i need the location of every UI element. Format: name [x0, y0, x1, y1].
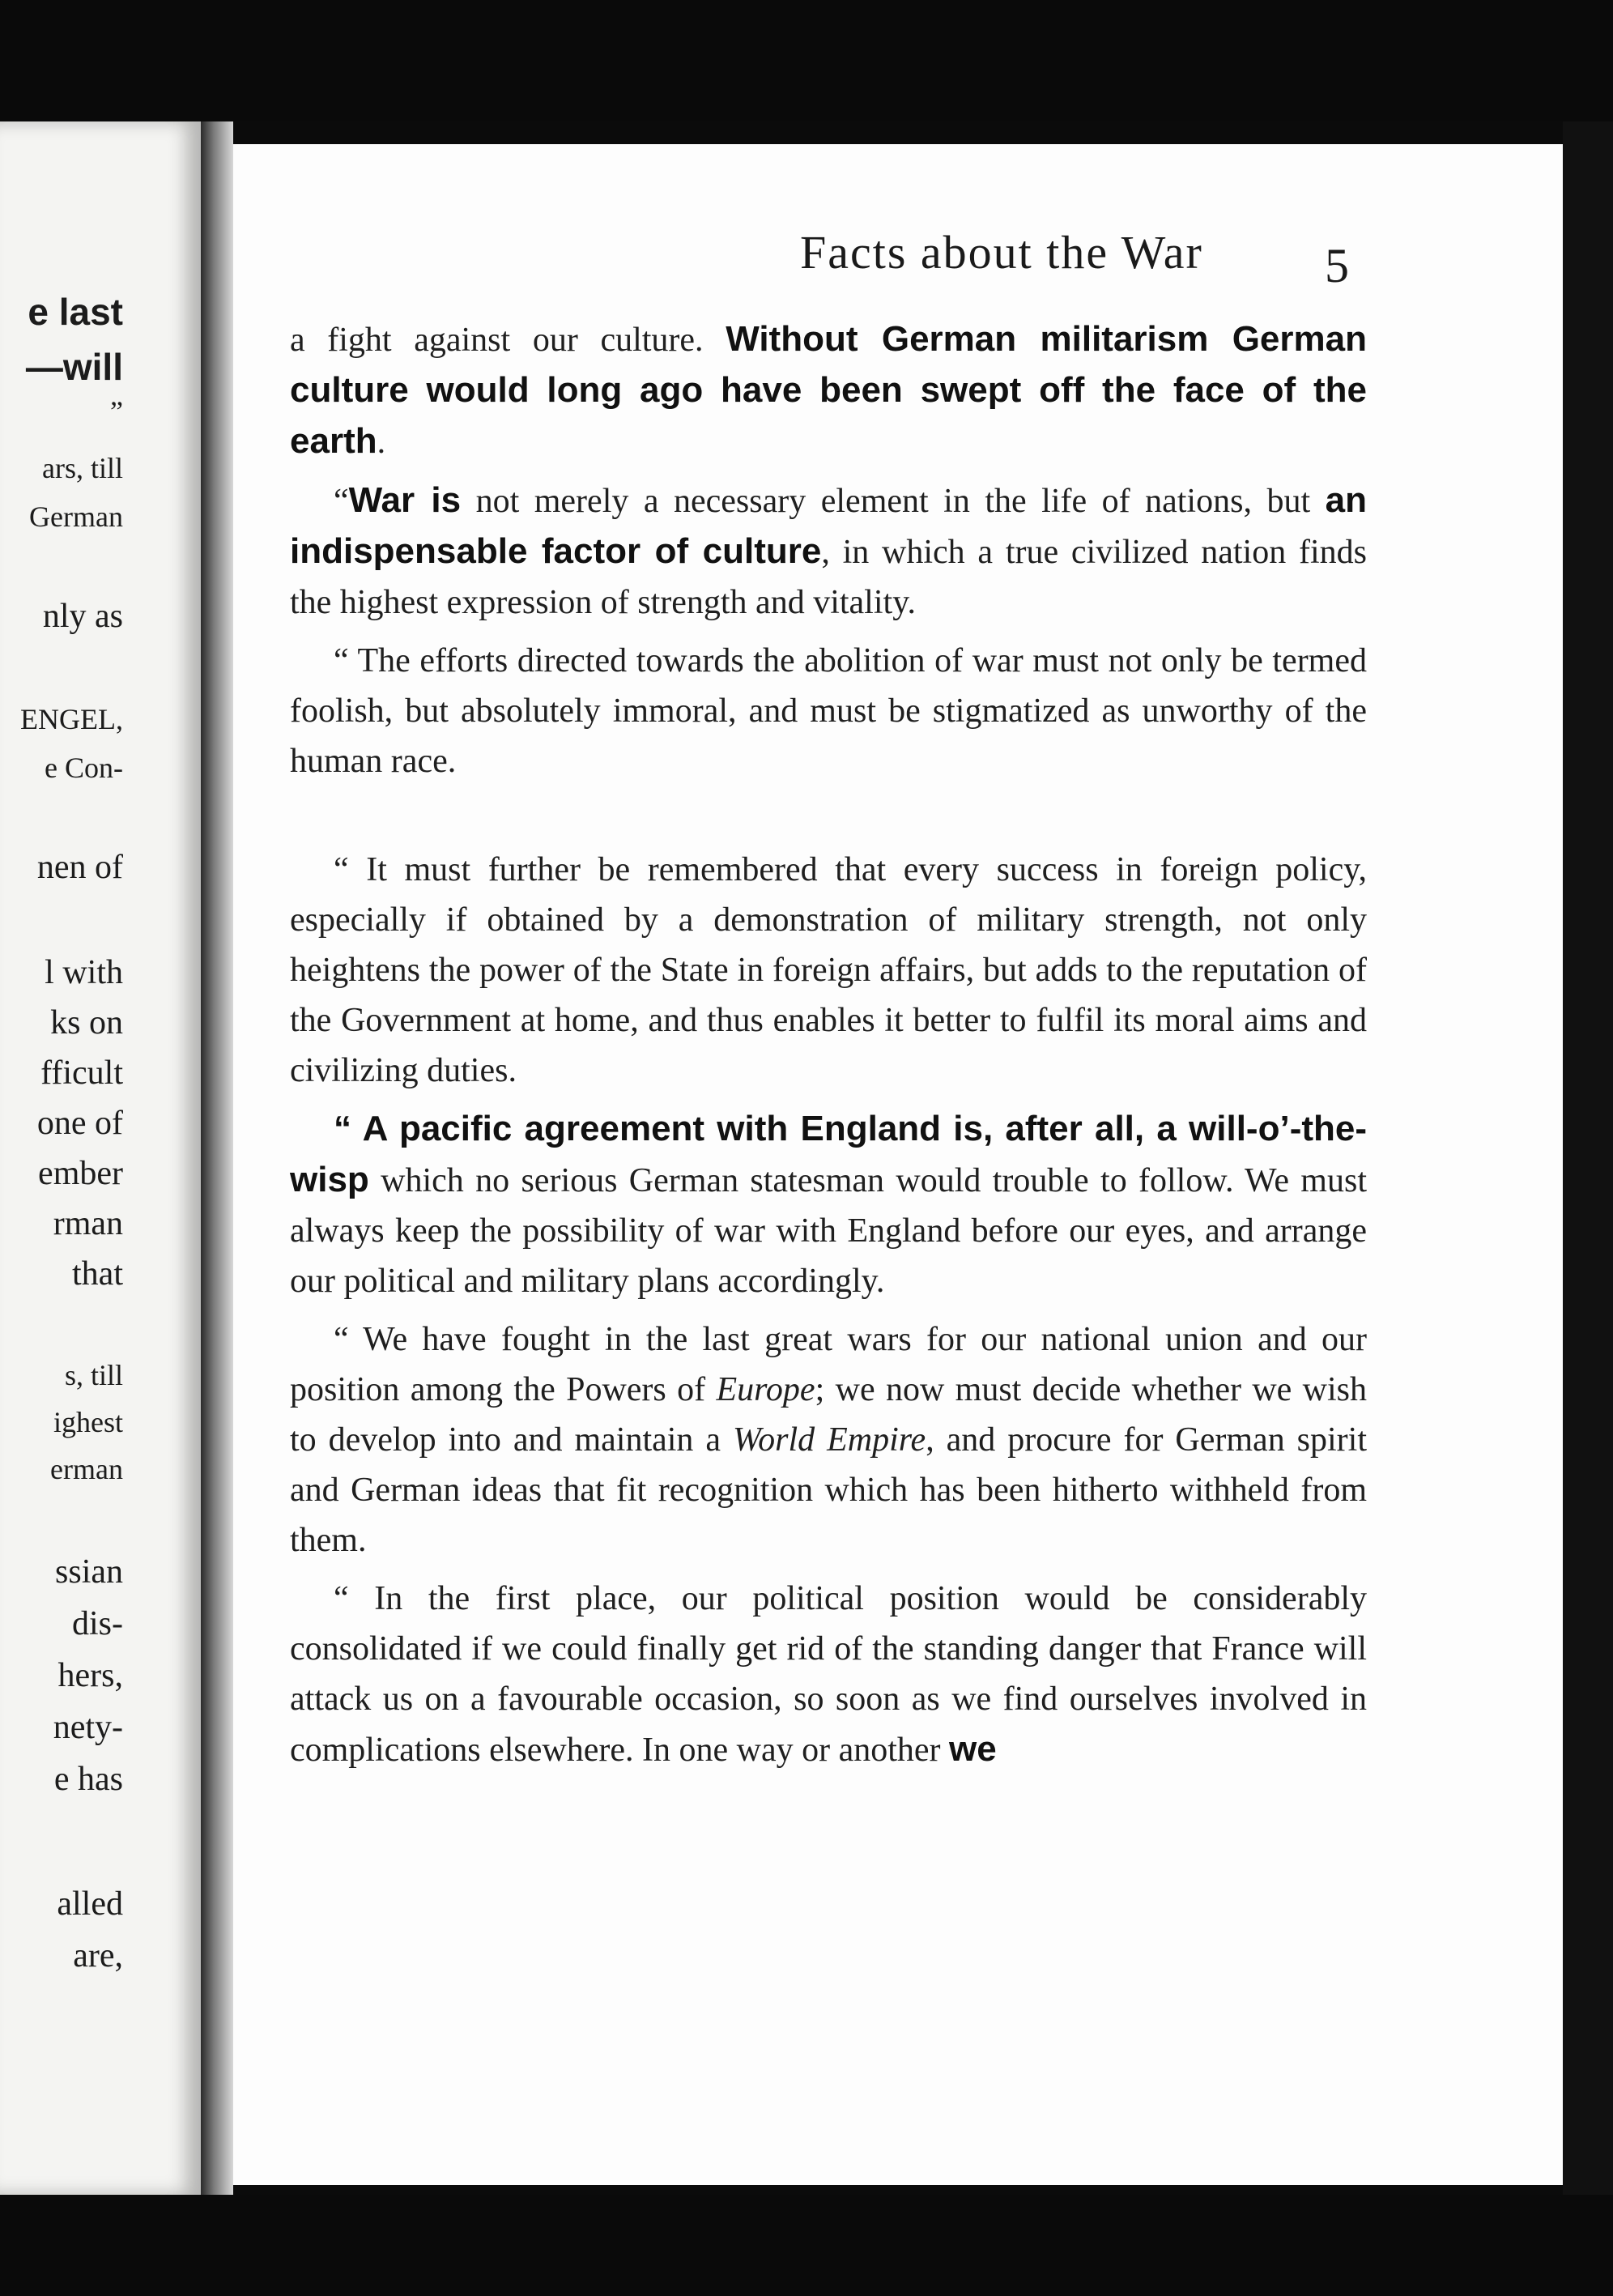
left-page-line: ighest	[53, 1406, 123, 1438]
left-page-line: one of	[36, 1105, 123, 1142]
page-number: 5	[1325, 239, 1349, 292]
text-run: , and procure for German spirit and German ideas that fit recognition which has been hitherto withheld from them.	[290, 1421, 1368, 1559]
scan-frame-bottom	[0, 2195, 1613, 2296]
text-run: “ We have fought in the last great wars for our national union and our position among the Powers of	[290, 1321, 1367, 1408]
left-page-line: rman	[53, 1205, 123, 1242]
text-run: “	[334, 483, 349, 520]
left-page-line: hers,	[57, 1657, 123, 1694]
left-page-line: ks on	[50, 1004, 123, 1042]
bold-text-run: we	[949, 1729, 997, 1769]
left-page-line: nety-	[53, 1709, 123, 1746]
bold-text-run: “ A pacific agreement with England is, after all, a will-o’-the-wisp	[290, 1109, 1367, 1199]
left-page-line: erman	[50, 1453, 123, 1485]
left-page-line: are,	[73, 1937, 123, 1974]
paragraph	[290, 475, 1367, 628]
text-run: a fight against our culture.	[290, 322, 726, 359]
left-page-line: ars, till	[42, 452, 123, 484]
bold-text-run: an indispensable factor of culture	[290, 480, 1367, 571]
left-page-line: e last	[28, 291, 123, 333]
book-gutter	[201, 121, 233, 2195]
scan-frame-top	[0, 0, 1613, 121]
text-run: “ In the first place, our political position would be considerably consolidated if we could finally get rid of the standing danger that France will attack us on a favourable occasion, so soon as we find ourselves involved in complications elsewhere. In one way or another	[290, 1580, 1367, 1769]
italic-text-run: World Empire	[733, 1421, 926, 1459]
left-page-line: fficult	[40, 1054, 123, 1092]
left-page-line: e Con-	[45, 752, 123, 784]
left-page-line: dis-	[72, 1605, 123, 1642]
left-page-line: ENGEL,	[20, 703, 123, 735]
left-page-line: German	[29, 501, 123, 533]
italic-text-run: Europe	[716, 1371, 815, 1408]
book-page	[233, 144, 1563, 2185]
text-run: “ The efforts directed towards the abolition of war must not only be termed foolish, but absolutely immoral, and must be stigmatized as unworthy of the human race.	[290, 642, 1367, 780]
left-page-line: —will	[25, 346, 123, 388]
left-page-line: ember	[38, 1155, 123, 1192]
text-run: not merely a necessary element in the life of nations, but	[461, 483, 1326, 520]
text-run: “ It must further be remembered that every success in foreign policy, especially if obtained by a demonstration of military strength, not only heightens the power of the State in foreign affairs, but adds to the reputation of the Government at home, and thus enables it better to fulfil its moral aims and civilizing duties.	[290, 851, 1367, 1089]
text-run: which no serious German statesman would trouble to follow. We must always keep the possibility of war with England before our eyes, and arrange our political and military plans accordingly.	[290, 1162, 1367, 1300]
paragraph	[290, 1104, 1367, 1306]
paragraph	[290, 1574, 1367, 1775]
paragraph	[290, 636, 1367, 786]
paragraph	[290, 845, 1367, 1096]
left-page-line: nen of	[36, 849, 123, 886]
running-head: Facts about the War	[800, 226, 1203, 279]
left-page-line: ssian	[55, 1553, 123, 1591]
previous-page-edge	[0, 121, 201, 2195]
left-page-line: alled	[57, 1885, 123, 1923]
scan-frame-right	[1563, 121, 1613, 2195]
left-page-line: e has	[53, 1761, 123, 1798]
text-run: ; we now must decide whether we wish to develop into and maintain a	[290, 1371, 1368, 1459]
text-run: .	[377, 424, 386, 461]
paragraph	[290, 314, 1367, 467]
body-text	[290, 314, 1367, 1775]
left-page-line: that	[72, 1255, 123, 1293]
paragraph	[290, 1314, 1367, 1565]
bold-text-run: War is	[348, 480, 462, 520]
left-page-line: nly as	[42, 598, 123, 635]
text-run: , in which a true civilized nation finds the highest expression of strength and vitality.	[290, 534, 1367, 621]
left-page-line: s, till	[64, 1359, 123, 1391]
left-page-line: l with	[45, 954, 123, 991]
left-page-line: ”	[110, 395, 123, 428]
bold-text-run: Without German militarism German culture would long ago have been swept off the face of the earth	[290, 319, 1367, 461]
